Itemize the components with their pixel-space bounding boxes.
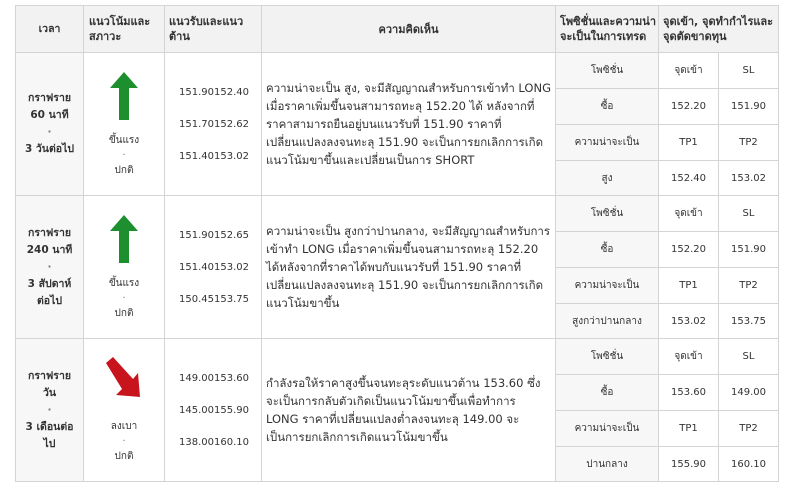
position-label: ความน่าจะเป็น	[556, 411, 659, 447]
resistance-value: 160.10	[214, 436, 249, 448]
resistance-value: 155.90	[214, 404, 249, 416]
position-label: ปานกลาง	[556, 447, 659, 482]
position-label: ความน่าจะเป็น	[556, 268, 659, 304]
timeframe-line: วัน	[42, 386, 57, 399]
target-value: SL	[719, 339, 779, 375]
timeframe-line: ไป	[43, 437, 56, 450]
timeframe-cell	[16, 196, 84, 339]
trend-label: ปกติ	[114, 450, 134, 462]
trend-label: ปกติ	[114, 307, 134, 319]
support-value: 149.00	[179, 372, 214, 384]
resistance-value: 153.02	[214, 150, 249, 162]
target-value: TP1	[659, 125, 719, 161]
target-value: TP2	[719, 268, 779, 304]
table-row	[16, 196, 779, 232]
trend-cell	[84, 339, 165, 482]
table-row	[16, 339, 779, 375]
target-value: 152.40	[659, 161, 719, 196]
levels-cell	[165, 196, 262, 339]
trend-label: ลงเบา	[110, 420, 138, 432]
timeframe-line: กราฟราย	[27, 92, 71, 104]
support-value: 150.45	[179, 293, 214, 305]
target-value: 153.02	[719, 161, 779, 196]
resistance-value: 153.75	[214, 293, 249, 305]
target-value: 155.90	[659, 447, 719, 482]
level-pair	[165, 219, 261, 251]
position-label: โพซิชั่น	[556, 53, 659, 89]
target-value: 152.20	[659, 89, 719, 125]
comment-cell: ความน่าจะเป็น สูงกว่าปานกลาง, จะมีสัญญาณสำหรับการเข้าทำ LONG เมื่อราคาเพิ่มขึ้นจนสามารถทะลุ 152.20 ได้หลังจากที่ราคาได้พบกับแนวรับที่ 151.90 ราคาที่เปลี่ยนแปลงลงจนทะลุ 151.90 จะเป็นการยกเลิกการเกิดแนวโน้มขาขึ้น	[262, 196, 556, 339]
support-value: 151.40	[179, 261, 214, 273]
position-label: ซื้อ	[556, 232, 659, 268]
header-time: เวลา	[16, 6, 84, 53]
header-levels: แนวรับและแนวต้าน	[165, 6, 262, 53]
header-targets: จุดเข้า, จุดทำกำไรและจุดตัดขาดทุน	[659, 6, 779, 53]
timeframe-line: 3 สัปดาห์	[27, 277, 72, 290]
support-value: 138.00	[179, 436, 214, 448]
comment-cell: กำลังรอให้ราคาสูงขึ้นจนทะลุระดับแนวต้าน 153.60 ซึ่งจะเป็นการกลับตัวเกิดเป็นแนวโน้มขาขึ้นเพื่อทำการ LONG ราคาที่เปลี่ยนแปลงต่ำลงจนทะลุ 149.00 จะเป็นการยกเลิกการเกิดแนวโน้มขาขึ้น	[262, 339, 556, 482]
level-pair	[165, 251, 261, 283]
target-value: SL	[719, 53, 779, 89]
trend-label: ขึ้นแรง	[108, 134, 140, 146]
target-value: 153.02	[659, 304, 719, 339]
forecast-table	[15, 5, 779, 482]
target-value: จุดเข้า	[659, 53, 719, 89]
resistance-value: 152.40	[214, 86, 249, 98]
level-pair	[165, 362, 261, 394]
timeframe-cell	[16, 339, 84, 482]
level-pair	[165, 76, 261, 108]
support-value: 151.90	[179, 86, 214, 98]
target-value: 151.90	[719, 232, 779, 268]
target-value: 160.10	[719, 447, 779, 482]
level-pair	[165, 108, 261, 140]
levels-cell	[165, 339, 262, 482]
position-label: สูงกว่าปานกลาง	[556, 304, 659, 339]
target-value: 152.20	[659, 232, 719, 268]
trend-label: ปกติ	[114, 164, 134, 176]
target-value: จุดเข้า	[659, 196, 719, 232]
timeframe-line: ต่อไป	[36, 294, 63, 307]
position-label: สูง	[556, 161, 659, 196]
support-value: 145.00	[179, 404, 214, 416]
header-trend: แนวโน้มและสภาวะ	[84, 6, 165, 53]
timeframe-line: ·	[47, 126, 52, 138]
resistance-value: 153.02	[214, 261, 249, 273]
support-value: 151.90	[179, 229, 214, 241]
resistance-value: 152.62	[214, 118, 249, 130]
target-value: จุดเข้า	[659, 339, 719, 375]
comment-cell: ความน่าจะเป็น สูง, จะมีสัญญาณสำหรับการเข้าทำ LONG เมื่อราคาเพิ่มขึ้นจนสามารถทะลุ 152.20 ได้ หลังจากที่ราคาสามารถยืนอยู่บนแนวรับที่ 151.90 ราคาที่เปลี่ยนแปลงลงจนทะลุ 151.90 จะเป็นการยกเลิกการเกิดแนวโน้มขาขึ้นและเปลี่ยนเป็นการ SHORT	[262, 53, 556, 196]
header-positions: โพซิชั่นและความน่าจะเป็นในการเทรด	[556, 6, 659, 53]
down-right-arrow-icon	[104, 357, 144, 407]
levels-cell	[165, 53, 262, 196]
trend-cell	[84, 196, 165, 339]
timeframe-line: 240 นาที	[26, 243, 73, 256]
level-pair	[165, 283, 261, 315]
timeframe-cell	[16, 53, 84, 196]
position-label: โพซิชั่น	[556, 339, 659, 375]
timeframe-line: ·	[47, 403, 52, 416]
level-pair	[165, 394, 261, 426]
up-arrow-icon	[104, 214, 144, 264]
trend-label: ·	[122, 435, 126, 447]
up-arrow-icon	[104, 71, 144, 121]
trend-label: ขึ้นแรง	[108, 277, 140, 289]
position-label: โพซิชั่น	[556, 196, 659, 232]
timeframe-line: กราฟราย	[27, 369, 71, 382]
target-value: TP2	[719, 411, 779, 447]
target-value: TP1	[659, 268, 719, 304]
support-value: 151.40	[179, 150, 214, 162]
header-comment: ความคิดเห็น	[262, 6, 556, 53]
table-row	[16, 53, 779, 89]
position-label: ซื้อ	[556, 375, 659, 411]
trend-label: ·	[122, 292, 126, 304]
timeframe-line: 60 นาที	[30, 109, 69, 121]
resistance-value: 153.60	[214, 372, 249, 384]
timeframe-line: 3 วันต่อไป	[24, 143, 75, 155]
position-label: ความน่าจะเป็น	[556, 125, 659, 161]
header-row	[16, 6, 779, 53]
target-value: 149.00	[719, 375, 779, 411]
target-value: 153.75	[719, 304, 779, 339]
timeframe-line: กราฟราย	[27, 226, 71, 239]
target-value: SL	[719, 196, 779, 232]
timeframe-line: 3 เดือนต่อ	[25, 420, 74, 433]
trend-cell	[84, 53, 165, 196]
resistance-value: 152.65	[214, 229, 249, 241]
target-value: TP1	[659, 411, 719, 447]
target-value: 153.60	[659, 375, 719, 411]
level-pair	[165, 426, 261, 458]
support-value: 151.70	[179, 118, 214, 130]
position-label: ซื้อ	[556, 89, 659, 125]
target-value: TP2	[719, 125, 779, 161]
target-value: 151.90	[719, 89, 779, 125]
timeframe-line: ·	[47, 260, 52, 273]
trend-label: ·	[122, 149, 126, 161]
level-pair	[165, 140, 261, 172]
